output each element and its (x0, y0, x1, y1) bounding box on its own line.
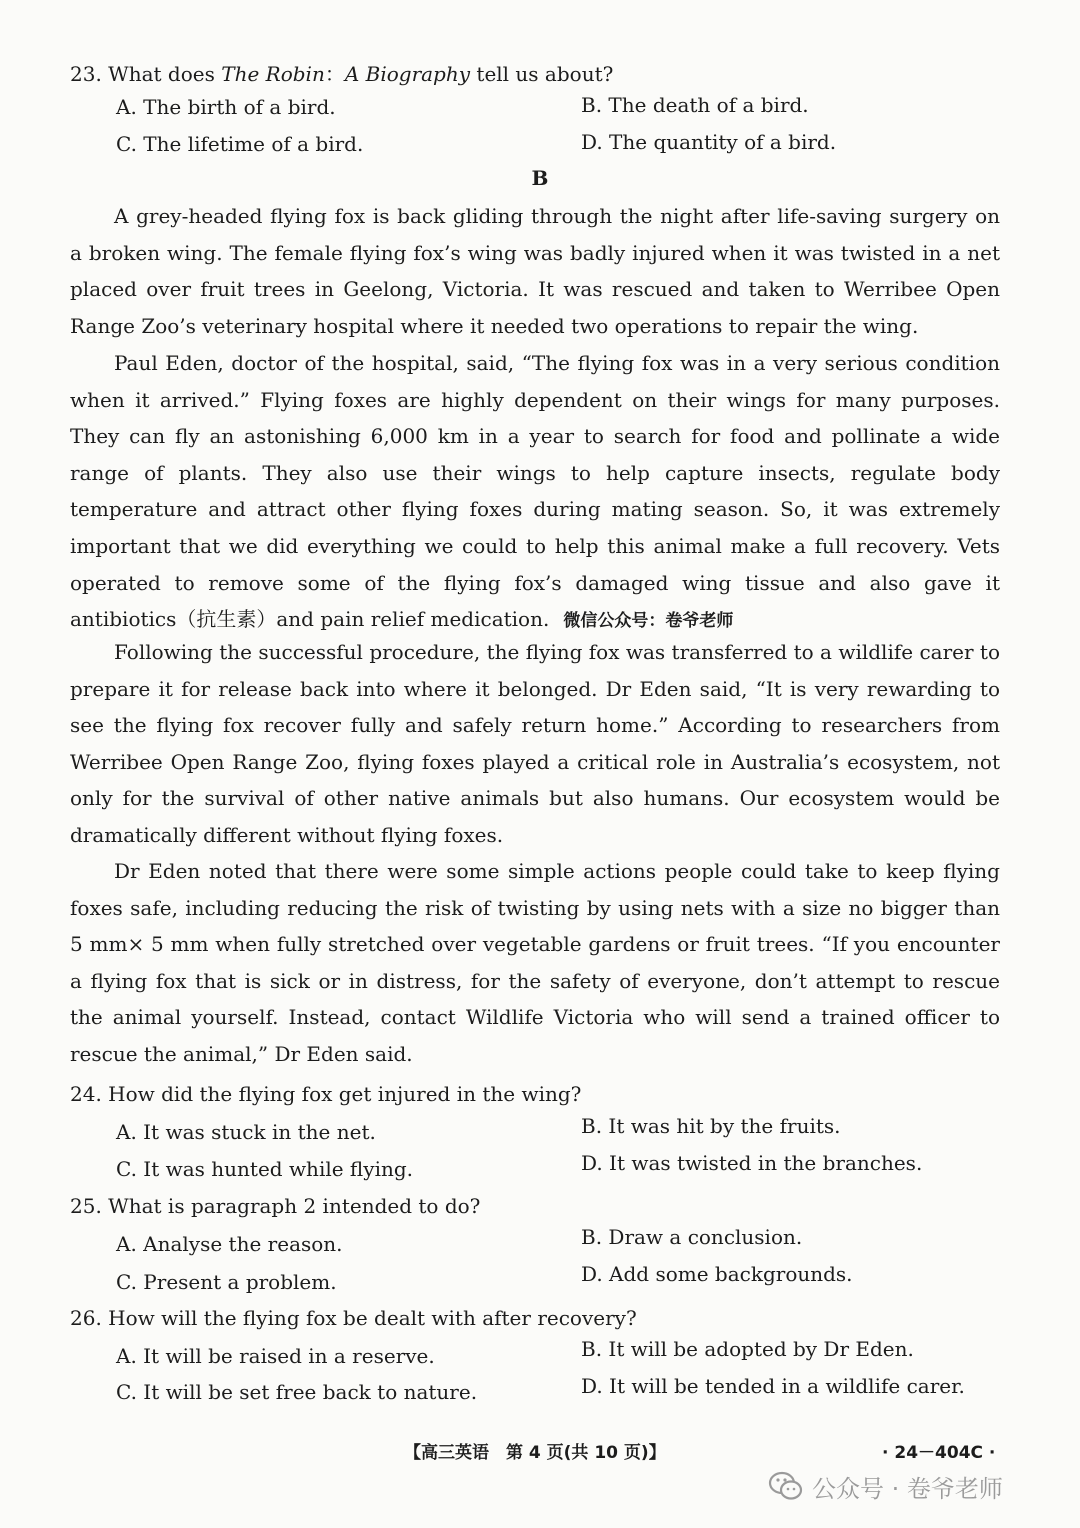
wechat-logo-icon (768, 1471, 804, 1501)
q26-option-d: D. It will be tended in a wildlife carer. (581, 1374, 965, 1398)
watermark-text: 公众号 · 卷爷老师 (812, 1474, 1003, 1503)
inline-watermark: 微信公众号：卷爷老师 (563, 611, 734, 632)
paragraph-2-text: Paul Eden, doctor of the hospital, said, “The flying fox was in a very serious condition when it arrived.” Flying foxes are highly dependent on their wings for many purposes. They can fly an astonishing 6,000 km in a year to search for food and pollinate a wide range of plants. They also use their wings to help capture insects, regulate body temperature and attract other flying foxes during mating season. So, it was extremely important that we did everything we could to help this animal make a full recovery. Vets operated to remove some of the flying fox’s damaged wing tissue and also gave it antibiotics（抗生素）and pain relief medication. (70, 351, 1000, 632)
q26-option-c: C. It will be set free back to nature. (116, 1380, 478, 1404)
q26-option-a: A. It will be raised in a reserve. (116, 1344, 435, 1368)
q24-option-a: A. It was stuck in the net. (116, 1120, 376, 1144)
passage-paragraph-2 (70, 345, 1000, 640)
q24-option-d: D. It was twisted in the branches. (581, 1151, 923, 1175)
footer-exam-code: · 24－404C · (882, 1443, 996, 1463)
passage-paragraph-1: A grey-headed flying fox is back gliding through the night after life-saving surgery on a broken wing. The female flying fox’s wing was badly injured when it was twisted in a net placed over fruit trees in Geelong, Victoria. It was rescued and taken to Werribee Open Range Zoo’s veterinary hospital where it needed two operations to repair the wing. (70, 204, 1000, 338)
q23-book-subtitle: A Biography (344, 62, 471, 86)
question-23-stem (70, 58, 613, 87)
q23-prefix: 23. What does (70, 62, 222, 86)
q23-book-title: The Robin (221, 62, 325, 86)
q23-option-b: B. The death of a bird. (581, 93, 809, 117)
question-25-stem: 25. What is paragraph 2 intended to do? (70, 1194, 481, 1218)
q24-option-b: B. It was hit by the fruits. (581, 1114, 841, 1138)
q23-option-c: C. The lifetime of a bird. (116, 132, 364, 156)
q23-option-a: A. The birth of a bird. (116, 95, 336, 119)
q25-option-a: A. Analyse the reason. (116, 1232, 343, 1256)
section-heading: B (531, 166, 549, 190)
q26-option-b: B. It will be adopted by Dr Eden. (581, 1337, 914, 1361)
q23-suffix: tell us about? (470, 62, 614, 86)
q25-option-c: C. Present a problem. (116, 1270, 337, 1294)
footer-page-info: 【高三英语 第 4 页(共 10 页)】 (404, 1443, 666, 1463)
q23-colon: ： (324, 62, 345, 86)
question-24-stem: 24. How did the flying fox get injured in the wing? (70, 1082, 582, 1106)
q24-option-c: C. It was hunted while flying. (116, 1157, 414, 1181)
passage-paragraph-4: Dr Eden noted that there were some simple actions people could take to keep flying foxes safe, including reducing the risk of twisting by using nets with a size no bigger than 5 mm× 5 mm when fully stretched over vegetable gardens or fruit trees. “If you encounter a flying fox that is sick or in distress, for the safety of everyone, don’t attempt to rescue the animal yourself. Instead, contact Wildlife Victoria who will send a trained officer to rescue the animal,” Dr Eden said. (70, 859, 1000, 1066)
question-26-stem: 26. How will the flying fox be dealt with after recovery? (70, 1306, 637, 1330)
passage-paragraph-3: Following the successful procedure, the flying fox was transferred to a wildlife carer to prepare it for release back into where it belonged. Dr Eden said, “It is very rewarding to see the flying fox recover fully and safely return home.” According to researchers from Werribee Open Range Zoo, flying foxes played a critical role in Australia’s ecosystem, not only for the survival of other native animals but also humans. Our ecosystem would be dramatically different without flying foxes. (70, 640, 1000, 847)
q25-option-b: B. Draw a conclusion. (581, 1225, 803, 1249)
q25-option-d: D. Add some backgrounds. (581, 1262, 853, 1286)
bottom-watermark (768, 1466, 1003, 1506)
q23-option-d: D. The quantity of a bird. (581, 130, 837, 154)
